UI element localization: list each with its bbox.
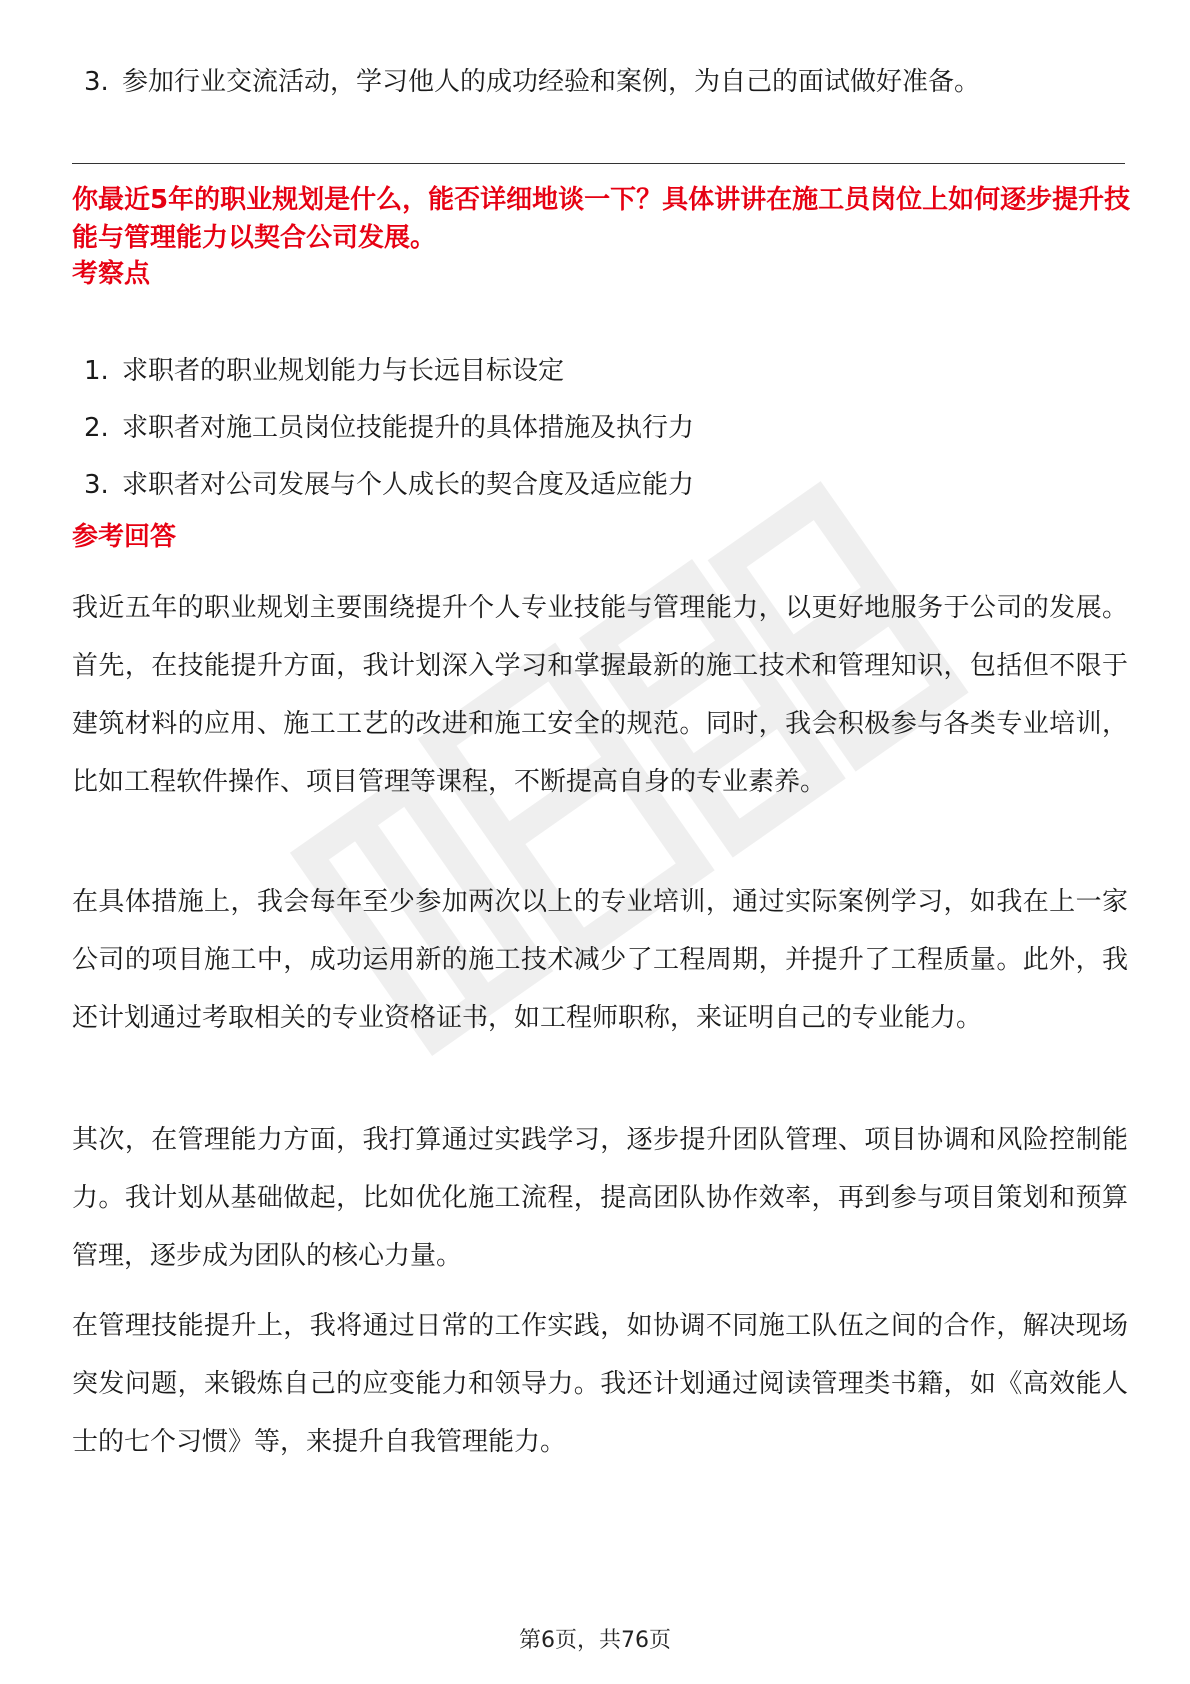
list-item-number: 1. [84, 356, 109, 386]
reference-title: 参考回答 [72, 522, 177, 552]
answer-paragraph: 在管理技能提升上，我将通过日常的工作实践，如协调不同施工队伍之间的合作，解决现场突发问题，来锻炼自己的应变能力和领导力。我还计划通过阅读管理类书籍，如《高效能人士的七个习惯》等，来提升自我管理能力。 [72, 1311, 1128, 1457]
answer-paragraph: 我近五年的职业规划主要围绕提升个人专业技能与管理能力，以更好地服务于公司的发展。首先，在技能提升方面，我计划深入学习和掌握最新的施工技术和管理知识，包括但不限于建筑材料的应用、施工工艺的改进和施工安全的规范。同时，我会积极参与各类专业培训，比如工程软件操作、项目管理等课程，不断提高自身的专业素养。 [72, 593, 1128, 797]
previous-list [84, 64, 980, 100]
list-item-text: 求职者对施工员岗位技能提升的具体措施及执行力 [122, 413, 695, 443]
answer-paragraph: 在具体措施上，我会每年至少参加两次以上的专业培训，通过实际案例学习，如我在上一家公司的项目施工中，成功运用新的施工技术减少了工程周期，并提升了工程质量。此外，我还计划通过考取相关的专业资格证书，如工程师职称，来证明自己的专业能力。 [72, 887, 1128, 1033]
list-item-text: 求职者的职业规划能力与长远目标设定 [122, 356, 565, 386]
page-number: 第6页，共76页 [519, 1628, 671, 1653]
assessment-list [84, 353, 694, 524]
list-item [84, 353, 694, 389]
question-heading: 你最近5年的职业规划是什么，能否详细地谈一下？具体讲讲在施工员岗位上如何逐步提升技能与管理能力以契合公司发展。 [72, 185, 1131, 253]
answer-paragraph: 其次，在管理能力方面，我打算通过实践学习，逐步提升团队管理、项目协调和风险控制能力。我计划从基础做起，比如优化施工流程，提高团队协作效率，再到参与项目策划和预算管理，逐步成为团队的核心力量。 [72, 1125, 1128, 1271]
list-item [84, 64, 980, 100]
list-item [84, 410, 694, 446]
list-item-text: 参加行业交流活动，学习他人的成功经验和案例，为自己的面试做好准备。 [122, 67, 981, 97]
list-item [84, 467, 694, 503]
list-item-number: 3. [84, 470, 109, 500]
list-item-text: 求职者对公司发展与个人成长的契合度及适应能力 [122, 470, 695, 500]
list-item-number: 3. [84, 67, 109, 97]
list-item-number: 2. [84, 413, 109, 443]
section-divider [72, 163, 1125, 164]
assessment-title: 考察点 [72, 259, 151, 289]
